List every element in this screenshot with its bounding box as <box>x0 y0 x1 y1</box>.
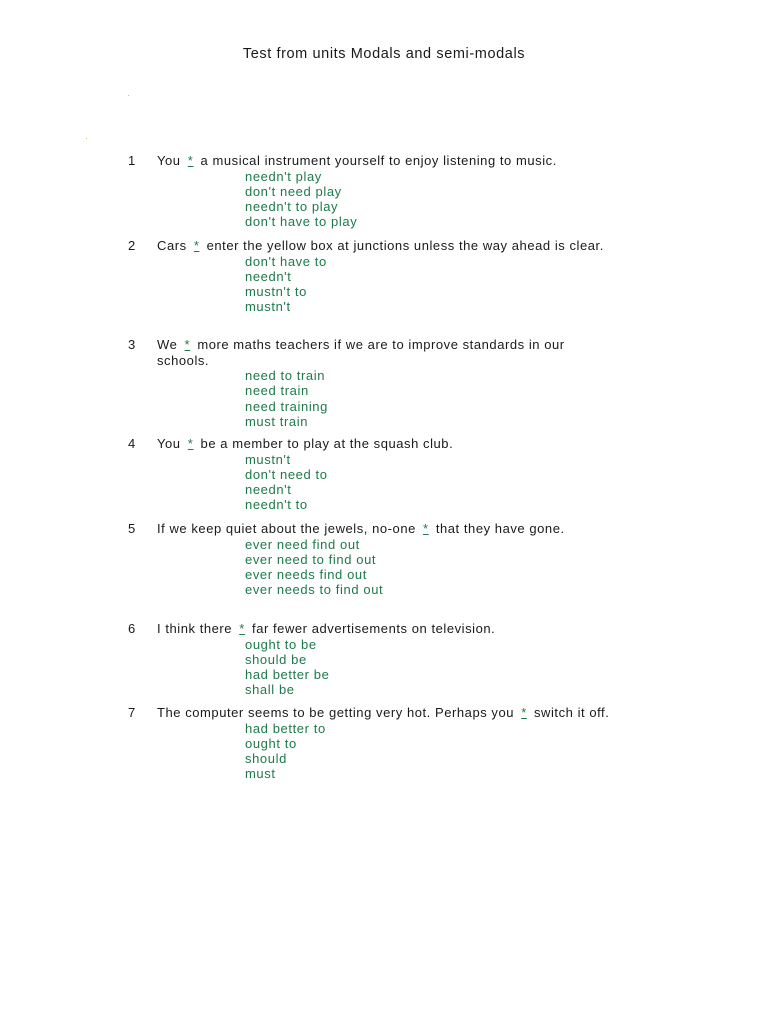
question-1 <box>128 153 618 230</box>
answer-option[interactable]: had better be <box>245 667 330 683</box>
answer-option[interactable]: needn't <box>245 268 292 284</box>
question-number: 7 <box>128 705 136 720</box>
answer-option[interactable]: should be <box>245 651 307 667</box>
answer-options <box>245 537 618 598</box>
answer-option[interactable]: ever need find out <box>245 536 360 552</box>
answer-options <box>245 368 618 429</box>
answer-option[interactable]: ever needs find out <box>245 567 367 583</box>
question-text <box>157 238 618 254</box>
answer-options <box>245 637 618 698</box>
question-text-before: I think there <box>157 621 233 636</box>
question-number: 1 <box>128 153 136 168</box>
answer-option[interactable]: don't need to <box>245 466 328 482</box>
question-text-after: switch it off. <box>534 705 610 720</box>
answer-blank[interactable]: * <box>187 153 194 168</box>
answer-option[interactable]: must train <box>245 413 309 429</box>
answer-option[interactable]: need to train <box>245 368 326 383</box>
answer-option[interactable]: ought to be <box>245 636 317 652</box>
question-text-before: Cars <box>157 238 187 253</box>
question-number: 2 <box>128 238 136 253</box>
question-text <box>157 521 618 537</box>
answer-option[interactable]: need training <box>245 398 328 414</box>
question-text-after: far fewer advertisements on television. <box>252 621 496 636</box>
answer-options <box>245 452 618 513</box>
question-text-after: enter the yellow box at junctions unless the way ahead is clear. <box>206 238 604 253</box>
scan-speck <box>128 95 129 96</box>
question-text-after: more maths teachers if we are to improve standards in our schools. <box>157 337 565 368</box>
question-text-after: a musical instrument yourself to enjoy listening to music. <box>200 153 557 168</box>
answer-option[interactable]: must <box>245 766 276 782</box>
answer-option[interactable]: ought to <box>245 735 297 751</box>
question-text-after: be a member to play at the squash club. <box>200 436 454 451</box>
question-text <box>157 705 618 721</box>
question-5 <box>128 521 618 598</box>
answer-option[interactable]: ever needs to find out <box>245 582 384 598</box>
answer-option[interactable]: mustn't <box>245 299 291 315</box>
question-4 <box>128 436 618 513</box>
question-text-after: that they have gone. <box>435 521 565 536</box>
question-text <box>157 436 618 452</box>
answer-options <box>245 169 618 230</box>
answer-option[interactable]: should <box>245 751 287 767</box>
answer-options <box>245 254 618 315</box>
answer-option[interactable]: needn't to play <box>245 199 339 215</box>
answer-blank[interactable]: * <box>239 621 245 636</box>
answer-option[interactable]: needn't <box>245 482 292 498</box>
question-7 <box>128 705 618 782</box>
question-text-before: You <box>157 436 181 451</box>
answer-blank[interactable]: * <box>193 238 200 253</box>
answer-option[interactable]: don't need play <box>245 183 342 199</box>
question-text-before: The computer seems to be getting very hot. Perhaps you <box>157 705 515 720</box>
scan-speck <box>86 138 87 139</box>
question-number: 3 <box>128 337 136 352</box>
question-number: 5 <box>128 521 136 536</box>
answer-blank[interactable]: * <box>423 521 429 536</box>
question-2 <box>128 238 618 315</box>
question-number: 6 <box>128 621 136 636</box>
question-text <box>157 621 618 637</box>
answer-blank[interactable]: * <box>521 705 527 720</box>
answer-option[interactable]: need train <box>245 383 309 399</box>
question-3 <box>128 337 618 429</box>
answer-options <box>245 721 618 782</box>
answer-option[interactable]: ever need to find out <box>245 551 377 567</box>
answer-option[interactable]: shall be <box>245 682 295 698</box>
question-number: 4 <box>128 436 136 451</box>
question-text-before: We <box>157 337 178 352</box>
question-text <box>157 337 618 368</box>
question-text-before: If we keep quiet about the jewels, no-one <box>157 521 416 536</box>
answer-option[interactable]: needn't to <box>245 497 308 513</box>
answer-option[interactable]: don't have to play <box>245 214 358 230</box>
answer-blank[interactable]: * <box>184 337 191 352</box>
answer-blank[interactable]: * <box>187 436 194 451</box>
page-title: Test from units Modals and semi-modals <box>242 46 526 62</box>
question-6 <box>128 621 618 698</box>
answer-option[interactable]: mustn't <box>245 451 291 467</box>
answer-option[interactable]: don't have to <box>245 253 327 269</box>
answer-option[interactable]: needn't play <box>245 168 322 184</box>
answer-option[interactable]: mustn't to <box>245 284 307 300</box>
question-text <box>157 153 618 169</box>
question-text-before: You <box>157 153 181 168</box>
answer-option[interactable]: had better to <box>245 720 326 736</box>
